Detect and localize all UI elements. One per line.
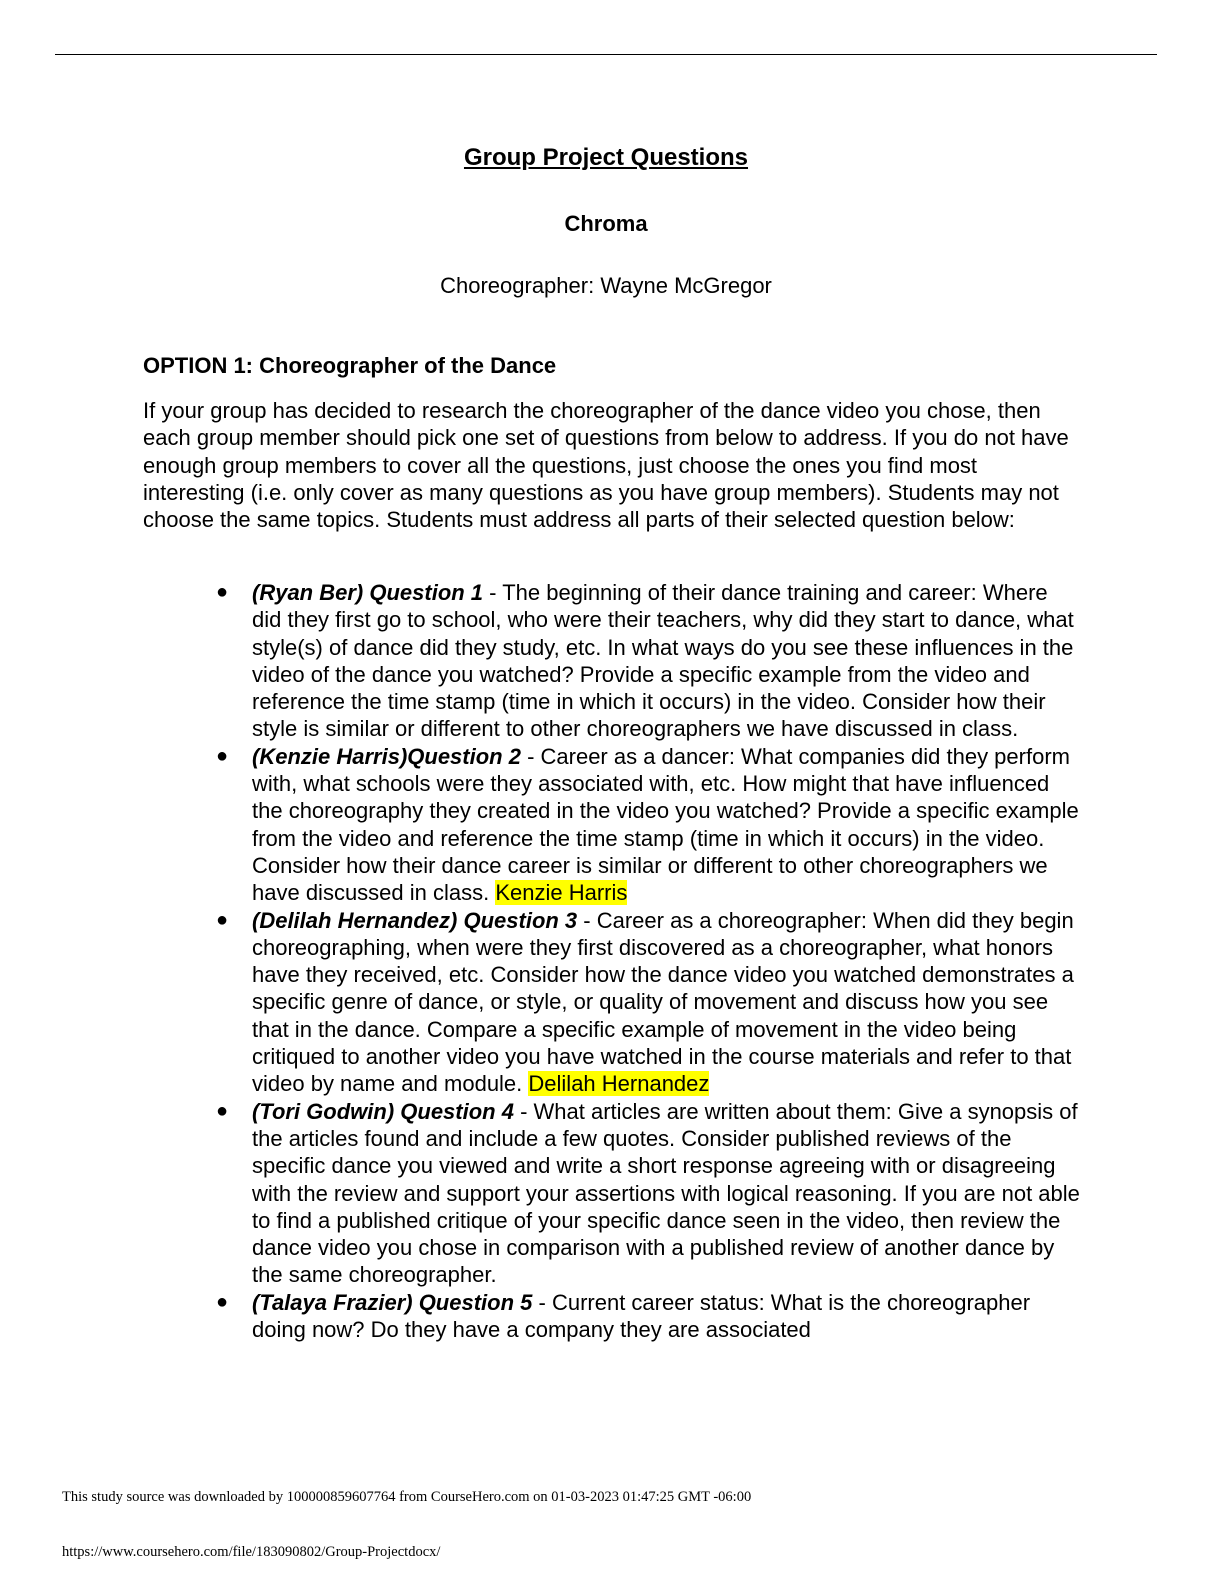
dance-title: Chroma xyxy=(564,211,648,236)
question-item xyxy=(216,743,1082,907)
highlighted-name: Delilah Hernandez xyxy=(528,1071,710,1097)
section-heading: OPTION 1: Choreographer of the Dance xyxy=(143,353,557,378)
question-label: (Tori Godwin) Question 4 xyxy=(252,1098,514,1124)
bullet-icon: ● xyxy=(216,744,229,767)
question-label: (Ryan Ber) Question 1 xyxy=(252,580,484,605)
choreographer-line: Choreographer: Wayne McGregor xyxy=(440,273,772,298)
question-label: (Talaya Frazier) Question 5 xyxy=(252,1289,533,1315)
document-title: Group Project Questions xyxy=(463,144,749,171)
question-label: (Kenzie Harris)Question 2 xyxy=(252,743,521,769)
question-text: - What articles are written about them: Give a synopsis of the articles found and include a few quotes. Consider published reviews of the specific dance you viewed and write a short response agreeing with or disagreeing with the review and support your assertions with logical reasoning. If you are not able to find a published critique of your specific dance seen in the video, then review the dance video you chose in comparison with a published review of another dance by the same choreographer. xyxy=(252,1098,1080,1288)
question-text: - Current career status: What is the choreographer doing now? Do they have a company they are associated xyxy=(252,1289,1031,1343)
question-item xyxy=(216,579,1082,743)
header-rule xyxy=(55,54,1157,55)
question-label: (Delilah Hernandez) Question 3 xyxy=(252,907,578,933)
question-item xyxy=(216,1289,1082,1344)
bullet-icon: ● xyxy=(216,581,229,603)
question-text: - The beginning of their dance training and career: Where did they first go to school, who were their teachers, why did they start to dance, what style(s) of dance did they study, etc. In what ways do you see these influences in the video of the dance you watched? Provide a specific example from the video and reference the time stamp (time in which it occurs) in the video. Consider how their style is similar or different to other choreographers we have discussed in class. xyxy=(252,580,1074,742)
question-text: - Career as a choreographer: When did they begin choreographing, when were they first discovered as a choreographer, what honors have they received, etc. Consider how the dance video you watched demonstrates a specific genre of dance, or style, or quality of movement and discuss how you see that in the dance. Compare a specific example of movement in the video being critiqued to another video you have watched in the course materials and refer to that video by name and module. xyxy=(252,907,1074,1097)
source-url[interactable]: https://www.coursehero.com/file/183090802/Group-Projectdocx/ xyxy=(62,1544,441,1560)
bullet-icon: ● xyxy=(216,1099,229,1122)
bullet-icon: ● xyxy=(216,1290,229,1313)
question-list xyxy=(216,579,1082,1343)
intro-paragraph: If your group has decided to research the choreographer of the dance video you chose, then each group member should pick one set of questions from below to address. If you do not have enough group members to cover all the questions, just choose the ones you find most interesting (i.e. only cover as many questions as you have group members). Students may not choose the same topics. Students must address all parts of their selected question below: xyxy=(143,398,1069,533)
question-item xyxy=(216,1098,1082,1289)
download-source-notice: This study source was downloaded by 100000859607764 from CourseHero.com on 01-03-2023 01:47:25 GMT -06:00 xyxy=(62,1489,752,1505)
question-item xyxy=(216,907,1082,1098)
question-text: - Career as a dancer: What companies did they perform with, what schools were they associated with, etc. How might that have influenced the choreography they created in the video you watched? Provide a specific example from the video and reference the time stamp (time in which it occurs) in the video. Consider how their dance career is similar or different to other choreographers we have discussed in class. xyxy=(252,743,1079,906)
highlighted-name: Kenzie Harris xyxy=(495,880,628,906)
bullet-icon: ● xyxy=(216,908,229,931)
